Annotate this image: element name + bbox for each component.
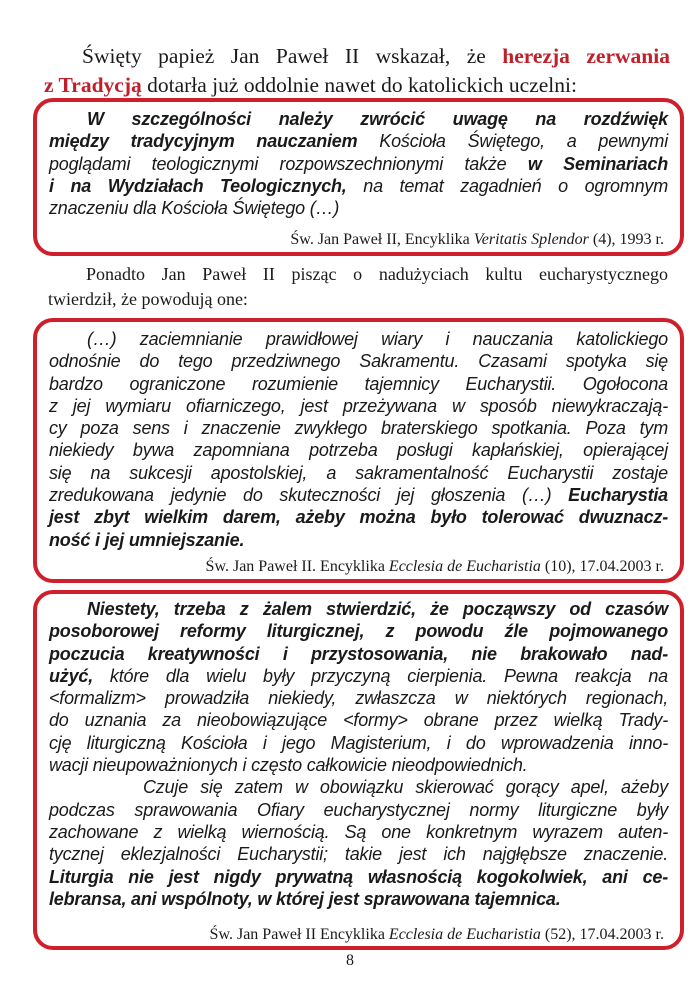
text: zredukowana jedynie do skuteczności jej głoszenia (…) [49, 485, 569, 506]
quote-line: z jej wymiaru ofiarniczego, jest przeżywana w sposób niewykraczają- [49, 395, 668, 416]
intro-line-1 [44, 42, 670, 71]
bold-text: Eucharystia [568, 485, 668, 506]
quote-text [49, 328, 668, 551]
page-number: 8 [346, 952, 354, 969]
quote-line: niekiedy bywa zapomniana potrzeba posługi kapłańskiej, opierającej [49, 440, 668, 461]
text: poglądami teologicznymi rozpowszechnionymi także [49, 153, 528, 174]
citation-author: Św. Jan Paweł II, Encyklika [290, 231, 474, 248]
quote-line: jest zbyt wielkim darem, ażeby można było tolerować dwuznacz- [49, 507, 668, 528]
quote-text [49, 598, 668, 910]
quote-line: ność i jej umniejszanie. [49, 529, 245, 550]
quote-line: podczas sprawowania Ofiary eucharystycznej normy liturgiczne były [49, 799, 668, 820]
citation-ref: (52), 17.04.2003 r. [540, 926, 664, 943]
middle-line-2: twierdził, że powodują one: [48, 289, 248, 309]
citation-author: Św. Jan Paweł II. Encyklika [205, 558, 389, 575]
citation-title: Ecclesia de Eucharistia [388, 558, 541, 575]
text: które dla wielu były przyczyną cierpienia. Pewna reakcja na [93, 665, 668, 686]
quote-line [49, 484, 668, 506]
quote-line: wacji nieupoważnionych i często całkowicie nieodpowiednich. [49, 755, 528, 776]
citation-ref: (10), 17.04.2003 r. [540, 558, 664, 575]
quote-line: posoborowej reformy liturgicznej, z powodu źle pojmowanego [49, 621, 668, 642]
intro-paragraph [44, 42, 670, 100]
citation-title: Veritatis Splendor [473, 231, 589, 248]
quote-line: poczucia kreatywności i przystosowania, nie brakowało nad- [49, 643, 668, 664]
quote-line [49, 665, 668, 687]
highlight-tradition: z Tradycją [44, 73, 142, 97]
quote-line: zachowane z wielką wiernością. Są one konkretnym wyrazem auten- [49, 821, 668, 842]
quote-line: lebransa, ani wspólnoty, w której jest sprawowana tajemnica. [49, 888, 561, 909]
quote-line: Niestety, trzeba z żalem stwierdzić, że począwszy od czasów [87, 599, 668, 619]
highlight-heresy: herezja zerwania [502, 44, 670, 68]
quote-line [49, 153, 668, 175]
quote-line: cy poza sens i znaczenie zwykłego braterskiego spotkania. Poza tym [49, 418, 668, 439]
quote-line [49, 175, 668, 197]
text: na temat zagadnień o ogromnym [346, 175, 669, 196]
intro-text: dotarła już oddolnie nawet do katolickich uczelni: [141, 73, 577, 97]
quote-box-veritatis [33, 98, 684, 256]
bold-text: w Seminariach [527, 153, 669, 174]
citation [290, 230, 664, 250]
quote-line: Czuje się zatem w obowiązku skierować gorący apel, ażeby [143, 777, 668, 798]
text: Kościoła Świętego, a pewnymi [357, 131, 669, 152]
citation-ref: (4), 1993 r. [588, 231, 664, 248]
bold-text: i na Wydziałach Teologicznych, [49, 175, 347, 196]
citation [206, 557, 664, 577]
quote-box-ecclesia-52 [33, 590, 684, 950]
quote-line: znaczeniu dla Kościoła Świętego (…) [49, 198, 340, 219]
quote-line: <formalizm> prowadziła niekiedy, zwłaszcza w niektórych regionach, [49, 688, 668, 709]
quote-line: odnośnie do tego przedziwnego Sakramentu. Czasami spotyka się [49, 351, 668, 372]
quote-line: bardzo ograniczone rozumienie tajemnicy Eucharystii. Ogołocona [49, 373, 668, 394]
citation [210, 925, 664, 945]
intro-text: Święty papież Jan Paweł II wskazał, że [82, 44, 503, 68]
quote-line: tycznej eklezjalności Eucharystii; takie jest ich najgłębsze znaczenie. [49, 844, 668, 865]
middle-line-1: Ponadto Jan Paweł II pisząc o nadużyciach kultu eucharystycznego [86, 264, 668, 284]
quote-line: się na sukcesji apostolskiej, a sakramentalność Eucharystii zostaje [49, 462, 668, 483]
quote-box-ecclesia-10 [33, 318, 684, 583]
citation-title: Ecclesia de Eucharistia [388, 926, 541, 943]
intro-line-2 [44, 71, 670, 100]
quote-line: do uznania za nieobowiązujące <formy> obrane przez wielką Trady- [49, 710, 668, 731]
quote-text [49, 108, 668, 219]
bold-text: użyć, [49, 665, 94, 686]
bold-text: między tradycyjnym nauczaniem [49, 131, 358, 152]
quote-line: cję liturgiczną Kościoła i jego Magisterium, i do wprowadzenia inno- [49, 732, 668, 753]
quote-line: W szczególności należy zwrócić uwagę na rozdźwięk [87, 109, 668, 129]
citation-author: Św. Jan Paweł II Encyklika [209, 926, 389, 943]
quote-line: (…) zaciemnianie prawidłowej wiary i nauczania katolickiego [87, 329, 668, 349]
quote-line [49, 130, 668, 152]
quote-line: Liturgia nie jest nigdy prywatną własnością kogokolwiek, ani ce- [49, 866, 668, 887]
middle-paragraph [48, 262, 668, 312]
